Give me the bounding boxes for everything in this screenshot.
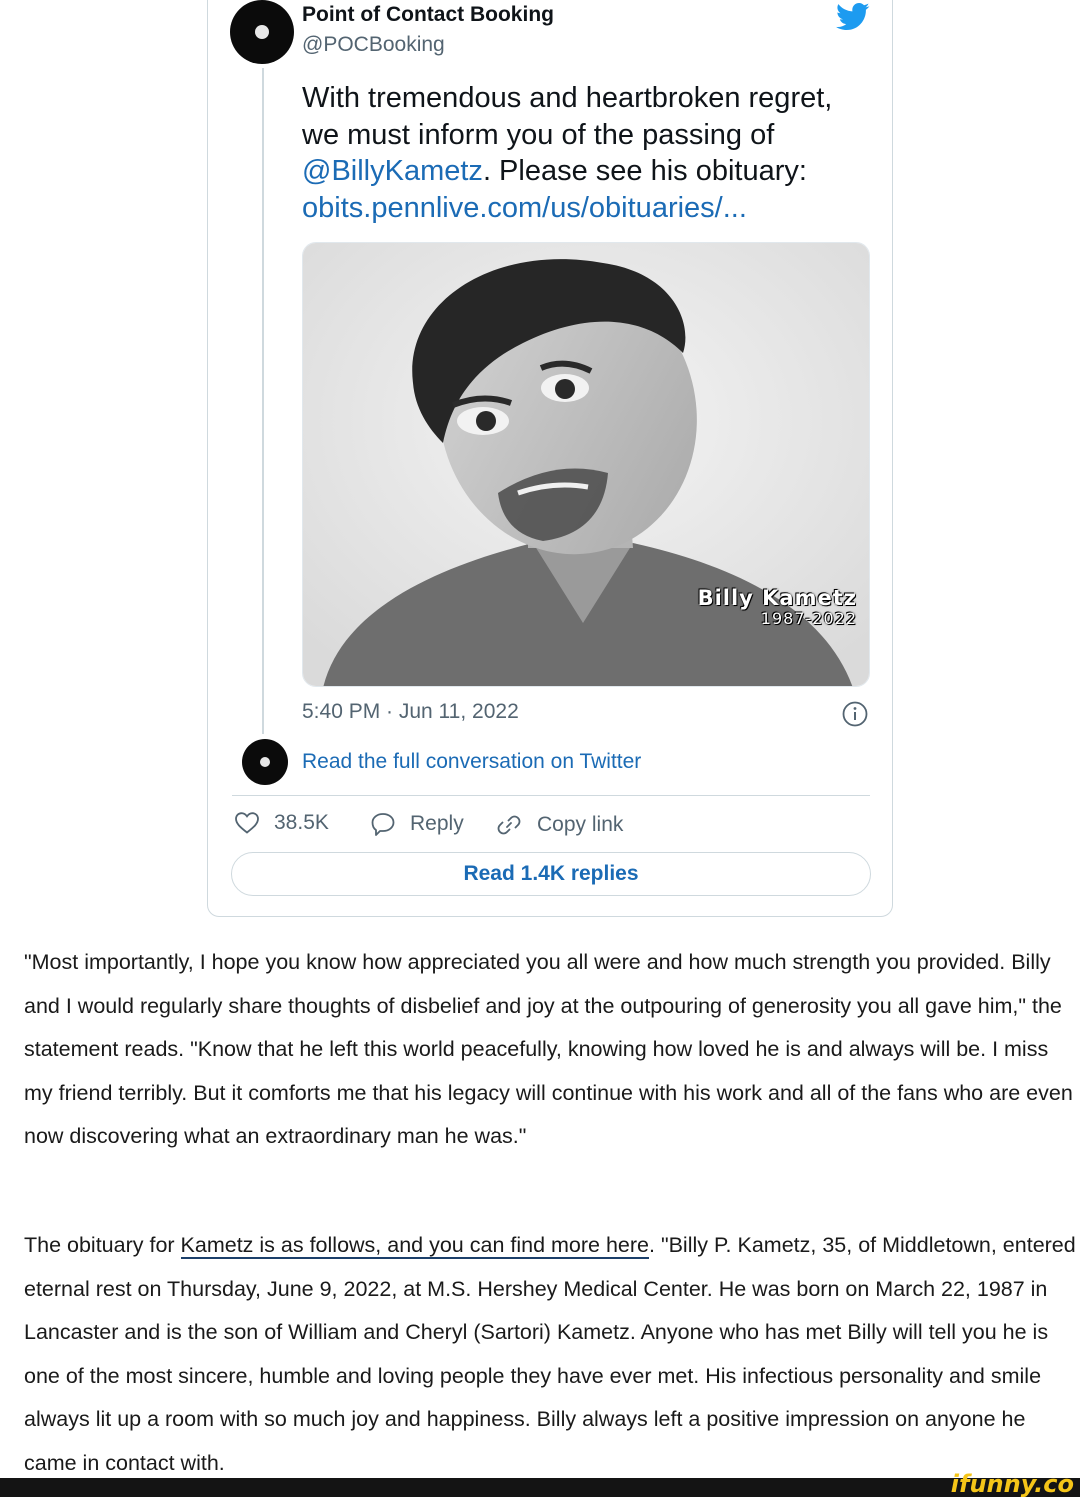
tweet-photo[interactable]: [302, 242, 870, 687]
info-icon[interactable]: [842, 701, 868, 727]
heart-icon: [234, 811, 260, 835]
read-replies-button[interactable]: Read 1.4K replies: [231, 852, 871, 896]
tweet-timestamp[interactable]: 5:40 PM · Jun 11, 2022: [302, 700, 519, 723]
article-paragraph-2: [24, 1224, 1076, 1486]
twitter-bird-icon[interactable]: [836, 2, 870, 32]
photo-caption-years: 1987-2022: [760, 609, 857, 628]
ifunny-watermark: ifunny.co: [950, 1470, 1074, 1498]
read-conversation-link[interactable]: Read the full conversation on Twitter: [302, 750, 642, 773]
reply-bubble-icon: [370, 811, 396, 837]
like-button[interactable]: [234, 811, 329, 835]
paragraph-2-start: The obituary for: [24, 1233, 181, 1257]
author-avatar[interactable]: [230, 0, 294, 64]
like-count: 38.5K: [274, 811, 329, 834]
author-handle[interactable]: @POCBooking: [302, 33, 445, 56]
copy-link-label: Copy link: [537, 813, 624, 836]
link-chain-icon: [495, 811, 523, 839]
reply-avatar[interactable]: [242, 739, 288, 785]
copy-link-button[interactable]: [495, 811, 623, 839]
author-name[interactable]: Point of Contact Booking: [302, 3, 554, 26]
divider: [232, 795, 870, 796]
tweet-text-start: With tremendous and heartbroken regret, we must inform you of the passing of: [302, 82, 833, 151]
obituary-link[interactable]: obits.pennlive.com/us/obituaries/...: [302, 191, 747, 224]
tweet-text: [302, 80, 877, 226]
thread-line: [262, 68, 264, 734]
reply-label: Reply: [410, 812, 464, 835]
reply-button[interactable]: [370, 811, 464, 837]
mention-link[interactable]: @BillyKametz: [302, 155, 483, 187]
bottom-bar: [0, 1478, 1080, 1497]
paragraph-2-rest: . "Billy P. Kametz, 35, of Middletown, entered eternal rest on Thursday, June 9, 2022, at M.S. Hershey Medical Center. He was born on March 22, 1987 in Lancaster and is the son of William and Cheryl (Sartori) Kametz. Anyone who has met Billy will tell you he is one of the most sincere, humble and loving people they have ever met. His infectious personality and smile always lit up a room with so much joy and happiness. Billy always left a positive impression on anyone he came in contact with.: [24, 1233, 1076, 1475]
photo-caption-name: Billy Kametz: [697, 586, 857, 610]
tweet-text-middle: . Please see his obituary:: [482, 155, 807, 187]
more-here-link[interactable]: Kametz is as follows, and you can find more here: [180, 1233, 650, 1257]
article-paragraph-1: "Most importantly, I hope you know how appreciated you all were and how much strength you provided. Billy and I would regularly share thoughts of disbelief and joy at the outpouring of generosity you all gave him," the statement reads. "Know that he left this world peacefully, knowing how loved he is and always will be. I miss my friend terribly. But it comforts me that his legacy will continue with his work and all of the fans who are even now discovering what an extraordinary man he was.": [24, 950, 1073, 1149]
